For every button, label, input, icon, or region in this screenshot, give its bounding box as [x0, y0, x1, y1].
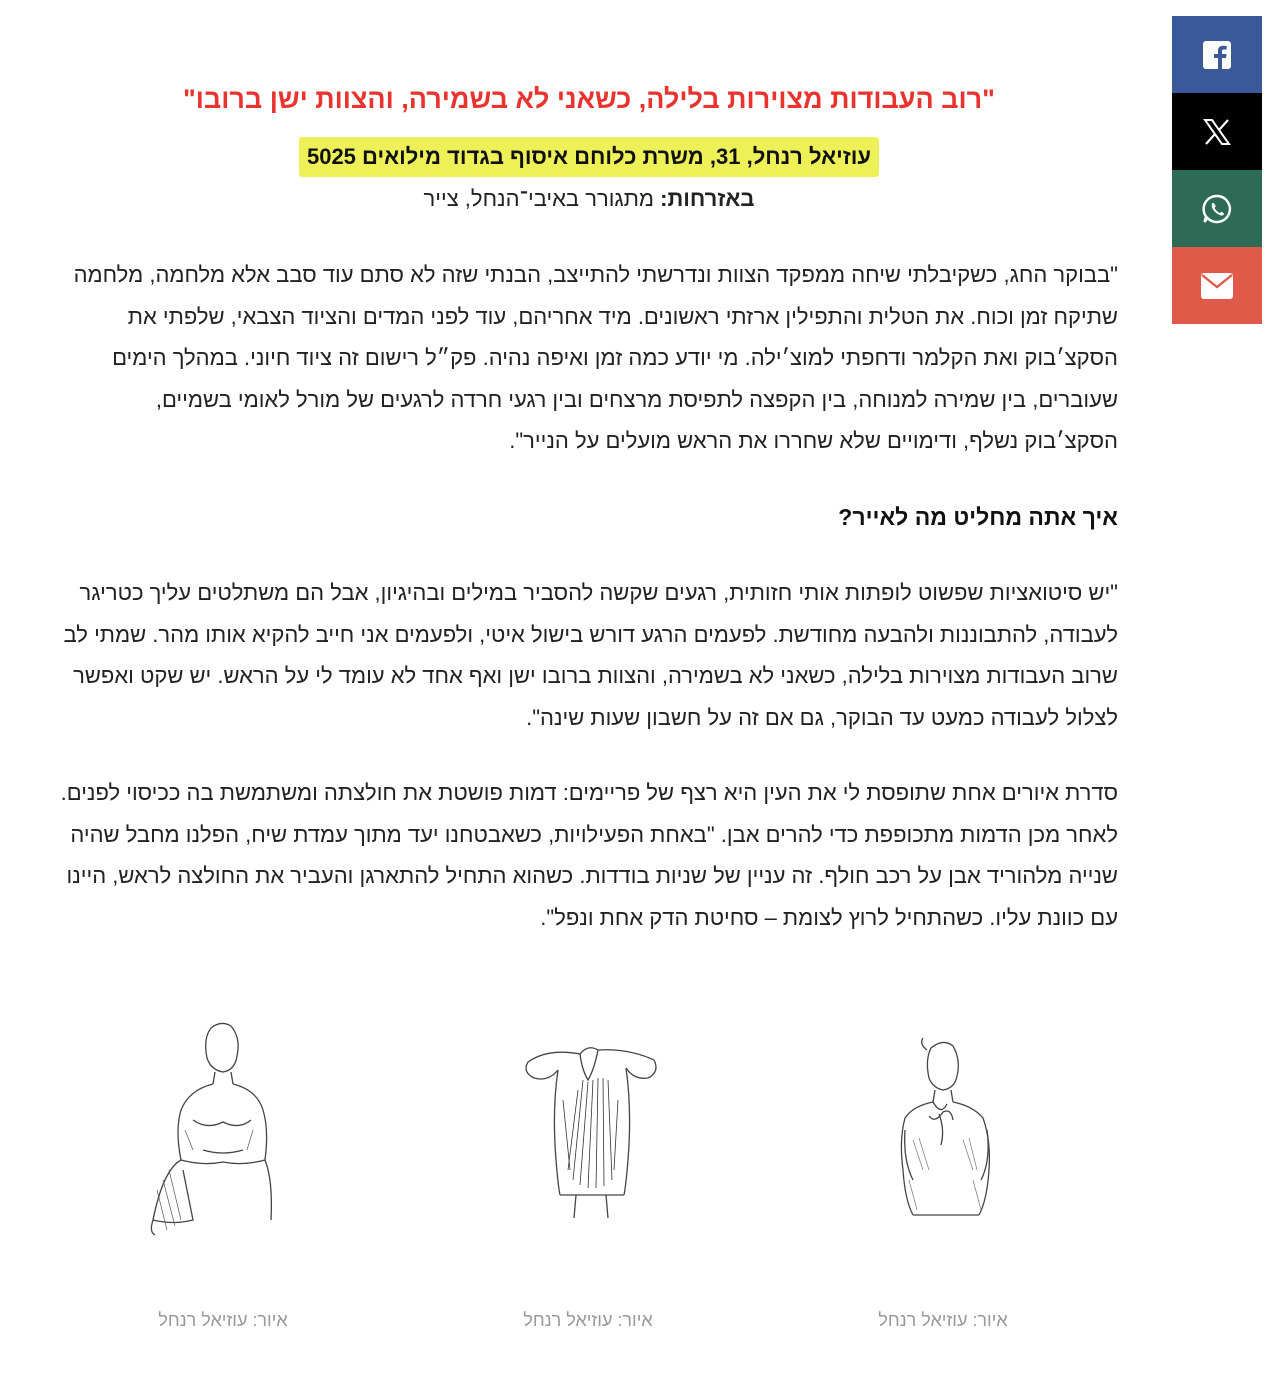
- x-icon: [1202, 117, 1232, 147]
- illustration-gallery: [60, 1020, 1118, 1360]
- paragraph-1: "בבוקר החג, כשקיבלתי שיחה ממפקד הצוות ונדרשתי להתייצב, הבנתי שזה לא סתם עוד סבב אלא מלחמה, מלחמה שתיקח זמן וכוח. את הטלית והתפילין ארזתי ראשונים. מיד אחריהם, עוד לפני המדים והציוד הצבאי, שלפתי את הסקצ׳בוק ואת הקלמר ודחפתי למוצ׳ילה. מי יודע כמה זמן ואיפה נהיה. פק״ל רישום זה ציוד חיוני. במהלך הימים שעוברים, בין שמירה למנוחה, בין הקפצה לתפיסת מרצחים ובין רגעי חרדה לרגעים של מורל לאומי בשמיים, הסקצ׳בוק נשלף, ודימויים שלא שחררו את הראש מועלים על הנייר".: [73, 262, 1118, 453]
- illustration-1[interactable]: [793, 1020, 1093, 1350]
- caption-1: איור: עוזיאל רנחל: [878, 1310, 1008, 1330]
- whatsapp-icon: [1201, 193, 1233, 225]
- whatsapp-share-button[interactable]: [1172, 170, 1262, 247]
- caption-2: איור: עוזיאל רנחל: [523, 1310, 653, 1330]
- envelope-icon: [1201, 273, 1233, 299]
- section-question: איך אתה מחליט מה לאייר?: [838, 504, 1118, 530]
- civil-label: באזרחות:: [660, 186, 755, 211]
- article-subtitle: עוזיאל רנחל, 31, משרת כלוחם איסוף בגדוד מילואים 5025: [299, 137, 879, 177]
- article-title: "רוב העבודות מצוירות בלילה, כשאני לא בשמירה, והצוות ישן ברובו": [182, 84, 995, 114]
- civil-text: מתגורר באיבי־הנחל, צייר: [423, 186, 661, 211]
- email-share-button[interactable]: [1172, 247, 1262, 324]
- sketch-figure-hands-at-neck: [843, 1020, 1043, 1220]
- sketch-figure-shirtless-holding-cloth: [123, 1020, 323, 1240]
- facebook-icon: [1202, 40, 1232, 70]
- civil-occupation-line: [60, 181, 1118, 217]
- paragraph-2: "יש סיטואציות שפשוט לופתות אותי חזותית, רגעים שקשה להסביר במילים ובהיגיון, אבל הם משתלטים עליך כטריגר לעבודה, להתבוננות ולהבעה מחודשת. לפעמים הרגע דורש בישול איטי, ולפעמים אני חייב להקיא אותו מהר. שמתי לב שרוב העבודות מצוירות בלילה, כשאני לא בשמירה, והצוות ברובו ישן ואף אחד לא עומד לי על הראש. יש שקט ואפשר לצלול לעבודה כמעט עד הבוקר, גם אם זה על חשבון שעות שינה".: [63, 580, 1118, 730]
- subtitle-wrapper: [60, 137, 1118, 177]
- facebook-share-button[interactable]: [1172, 16, 1262, 93]
- caption-3: איור: עוזיאל רנחל: [158, 1310, 288, 1330]
- illustration-3[interactable]: [73, 1020, 373, 1350]
- share-bar: [1172, 16, 1262, 324]
- x-share-button[interactable]: [1172, 93, 1262, 170]
- illustration-2[interactable]: [438, 1020, 738, 1350]
- sketch-figure-shirt-over-head: [488, 1020, 688, 1220]
- paragraph-3: סדרת איורים אחת שתופסת לי את העין היא רצף של פריימים: דמות פושטת את חולצתה ומשתמשת בה ככיסוי לפנים. לאחר מכן הדמות מתכופפת כדי להרים אבן. "באחת הפעילויות, כשאבטחנו יעד מתוך עמדת שיח, הפלנו מחבל שהיה שנייה מלהוריד אבן על רכב חולף. זה עניין של שניות בודדות. כשהוא התחיל להתארגן והעביר את החולצה לראש, היינו עם כוונת עליו. כשהתחיל לרוץ לצומת – סחיטת הדק אחת ונפל".: [60, 780, 1118, 930]
